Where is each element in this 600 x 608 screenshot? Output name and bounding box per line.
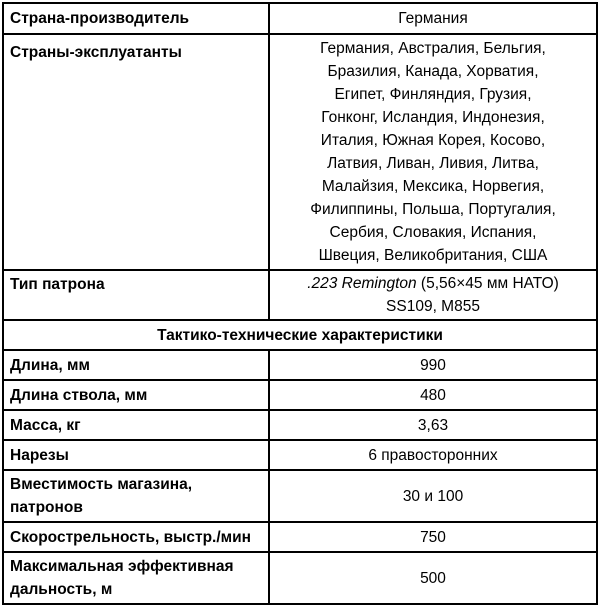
- operator-countries-label: Страны-эксплуатанты: [3, 34, 269, 270]
- spec-value-effective-range: 500: [269, 552, 597, 604]
- spec-label-effective-range: [3, 552, 269, 604]
- section-title: Тактико-технические характеристики: [3, 320, 597, 350]
- spec-value-length: 990: [269, 350, 597, 380]
- spec-value-rifling: 6 правосторонних: [269, 440, 597, 470]
- spec-value-rate-of-fire: 750: [269, 522, 597, 552]
- spec-label-rate-of-fire: Скорострельность, выстр./мин: [3, 522, 269, 552]
- row-magazine-capacity: [3, 470, 597, 522]
- operator-countries-line: Бразилия, Канада, Хорватия,: [327, 63, 539, 80]
- row-manufacturer-country: [3, 3, 597, 34]
- operator-countries-line: Италия, Южная Корея, Косово,: [320, 132, 546, 149]
- operator-countries-line: Сербия, Словакия, Испания,: [329, 224, 537, 241]
- row-operator-countries: [3, 34, 597, 270]
- row-mass: [3, 410, 597, 440]
- operator-countries-line: Латвия, Ливан, Ливия, Литва,: [327, 155, 539, 172]
- cartridge-type-line-1: [276, 272, 590, 295]
- spec-label-barrel-length: Длина ствола, мм: [3, 380, 269, 410]
- spec-value-magazine-capacity: 30 и 100: [269, 470, 597, 522]
- cartridge-type-value: [269, 270, 597, 320]
- row-rate-of-fire: [3, 522, 597, 552]
- cartridge-type-label: Тип патрона: [3, 270, 269, 320]
- spec-label-rifling: Нарезы: [3, 440, 269, 470]
- operator-countries-value: [269, 34, 597, 270]
- row-cartridge-type: [3, 270, 597, 320]
- operator-countries-line: Малайзия, Мексика, Норвегия,: [321, 178, 545, 195]
- spec-value-mass: 3,63: [269, 410, 597, 440]
- cartridge-caliber: (5,56×45 мм НАТО): [416, 275, 559, 292]
- row-section-title: [3, 320, 597, 350]
- cartridge-name: .223 Remington: [307, 275, 417, 292]
- manufacturer-country-label: Страна-производитель: [3, 3, 269, 34]
- spec-label-effective-range-line: дальность, м: [10, 581, 113, 598]
- spec-label-magazine-capacity-line: Вместимость магазина,: [10, 476, 193, 493]
- cartridge-type-line-2: SS109, M855: [386, 298, 480, 315]
- spec-label-magazine-capacity: [3, 470, 269, 522]
- row-effective-range: [3, 552, 597, 604]
- operator-countries-line: Египет, Финляндия, Грузия,: [334, 86, 532, 103]
- operator-countries-line: Германия, Австралия, Бельгия,: [320, 40, 546, 57]
- operator-countries-line: Филиппины, Польша, Португалия,: [310, 201, 556, 218]
- operator-countries-line: Швеция, Великобритания, США: [318, 247, 548, 264]
- spec-label-length: Длина, мм: [3, 350, 269, 380]
- spec-label-magazine-capacity-line: патронов: [10, 499, 83, 516]
- row-length: [3, 350, 597, 380]
- spec-label-mass: Масса, кг: [3, 410, 269, 440]
- row-barrel-length: [3, 380, 597, 410]
- row-rifling: [3, 440, 597, 470]
- spec-table: [2, 2, 598, 605]
- manufacturer-country-value: Германия: [269, 3, 597, 34]
- spec-value-barrel-length: 480: [269, 380, 597, 410]
- operator-countries-line: Гонконг, Исландия, Индонезия,: [321, 109, 545, 126]
- spec-label-effective-range-line: Максимальная эффективная: [10, 558, 234, 575]
